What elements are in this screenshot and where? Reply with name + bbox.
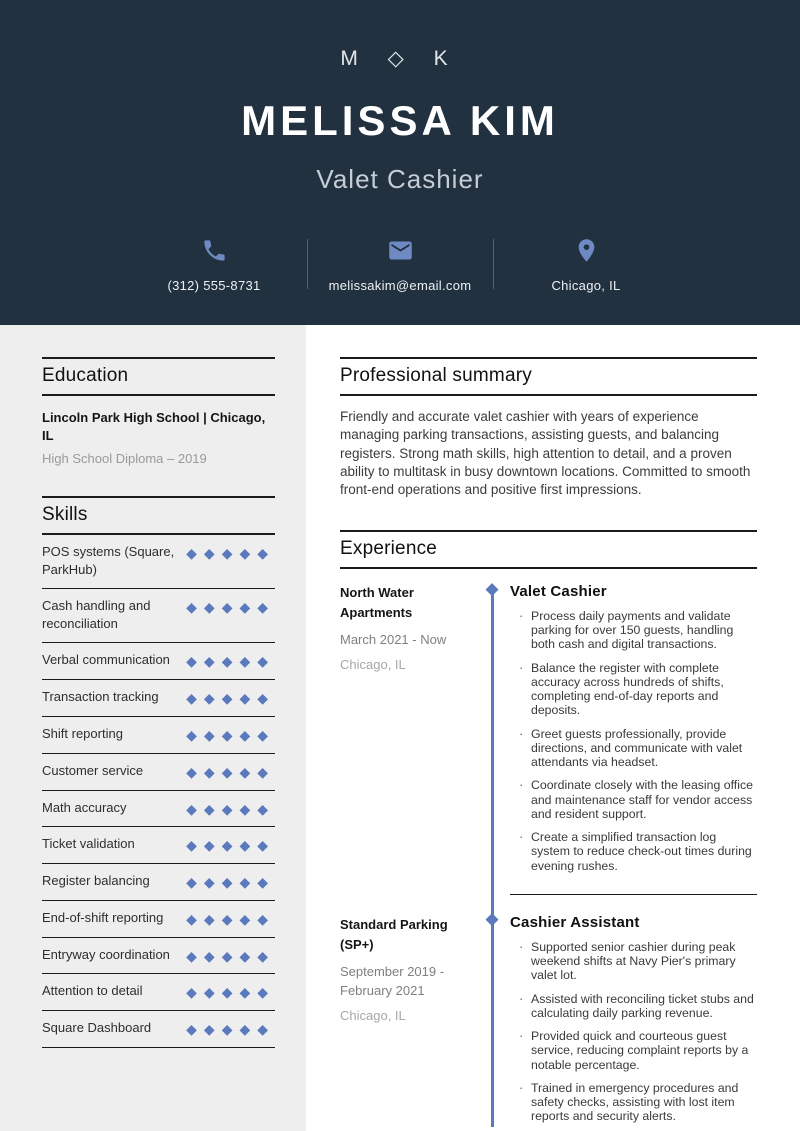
skill-label: Shift reporting [42, 725, 123, 741]
bullet-text: Process daily payments and validate parking for over 150 guests, handling both cash and digital transactions. [531, 608, 734, 652]
sidebar [0, 325, 306, 1131]
timeline-cell [480, 578, 504, 882]
bullet-text: Provided quick and courteous guest service, reducing complaint reports by a notable percentage. [531, 1029, 749, 1072]
job-bullets [510, 940, 757, 1124]
skill-rating-diamond-icons: ◆◆◆◆◆ [186, 1021, 275, 1038]
bullet-text: Trained in emergency procedures and safety checks, assisting with lost item reports and security alerts. [531, 1080, 739, 1124]
skill-row [42, 717, 275, 754]
skill-label: Ticket validation [42, 836, 135, 852]
email-icon [387, 237, 414, 269]
skill-row [42, 791, 275, 828]
skill-rating-diamond-icons: ◆◆◆◆◆ [186, 800, 275, 817]
skill-rating-diamond-icons: ◆◆◆◆◆ [186, 874, 275, 891]
job-details [504, 894, 757, 1131]
contact-bar [0, 237, 800, 295]
skill-row [42, 754, 275, 791]
job-entry [340, 894, 757, 1131]
bullet-text: Supported senior cashier during peak weekend shifts at Navy Pier's primary valet lot. [531, 939, 736, 983]
candidate-name: MELISSA KIM [241, 97, 559, 144]
job-meta [340, 894, 480, 1131]
job-bullet [510, 1029, 757, 1072]
skill-rating-diamond-icons: ◆◆◆◆◆ [186, 763, 275, 780]
skill-row [42, 680, 275, 717]
skill-rating-diamond-icons: ◆◆◆◆◆ [186, 837, 275, 854]
timeline-cell [480, 894, 504, 1131]
timeline-diamond-icon: ◆ [485, 578, 499, 598]
contact-email [308, 237, 493, 295]
skill-label: Register balancing [42, 873, 150, 889]
phone-icon [201, 237, 228, 269]
skill-row [42, 535, 275, 589]
monogram: M ◇ K [340, 47, 460, 70]
job-bullets [510, 609, 757, 873]
skill-row [42, 974, 275, 1011]
skill-label: POS systems (Square, ParkHub) [42, 543, 175, 577]
job-bullet [510, 992, 757, 1021]
location-icon [573, 237, 600, 269]
skill-rating-diamond-icons: ◆◆◆◆◆ [186, 910, 275, 927]
candidate-title: Valet Cashier [316, 164, 484, 194]
job-details [504, 583, 757, 882]
job-dates: March 2021 - Now [340, 632, 447, 648]
skill-row [42, 827, 275, 864]
skill-row [42, 643, 275, 680]
main-column [306, 325, 800, 1131]
header [0, 0, 800, 325]
skills-list [42, 535, 275, 1049]
skill-label: End-of-shift reporting [42, 909, 164, 925]
skill-label: Cash handling and reconciliation [42, 597, 151, 632]
school-name: Lincoln Park High School | Chicago, IL [42, 410, 266, 444]
bullet-text: Create a simplified transaction log system to reduce check-out times during evening rushes. [531, 830, 752, 873]
job-location: Chicago, IL [340, 656, 406, 672]
education-section-title: Education [42, 357, 275, 396]
skill-label: Attention to detail [42, 983, 143, 999]
phone-number: (312) 555-8731 [167, 278, 261, 293]
skill-row [42, 589, 275, 643]
job-dates: September 2019 - February 2021 [340, 964, 445, 998]
skill-label: Math accuracy [42, 799, 127, 815]
skill-label: Entryway coordination [42, 946, 170, 962]
skill-rating-diamond-icons: ◆◆◆◆◆ [186, 598, 275, 615]
bullet-text: Coordinate closely with the leasing office and maintenance staff for vendor access and resident support. [531, 778, 753, 821]
skill-row [42, 938, 275, 975]
job-bullet [510, 830, 757, 873]
body [0, 325, 800, 1131]
skill-row [42, 864, 275, 901]
skill-label: Square Dashboard [42, 1020, 152, 1036]
job-bullet [510, 609, 757, 652]
summary-text: Friendly and accurate valet cashier with years of experience managing parking transactions, assisting guests, and balancing registers. Strong math skills, high attention to detail, and a proven ability to multitask in busy downtown locations. Committed to smooth front-end operations and positive first impressions. [340, 409, 751, 498]
contact-location [494, 237, 679, 295]
company-name: North Water Apartments [340, 584, 414, 620]
skill-rating-diamond-icons: ◆◆◆◆◆ [186, 690, 275, 707]
email-address: melissakim@email.com [328, 278, 472, 293]
skill-label: Verbal communication [42, 652, 170, 668]
job-location: Chicago, IL [340, 1007, 406, 1023]
job-role-title: Cashier Assistant [510, 913, 640, 931]
skill-row [42, 1011, 275, 1048]
experience-section-title: Experience [340, 530, 757, 569]
skill-rating-diamond-icons: ◆◆◆◆◆ [186, 544, 275, 561]
skill-rating-diamond-icons: ◆◆◆◆◆ [186, 984, 275, 1001]
summary-section-title: Professional summary [340, 357, 757, 396]
jobs-list [340, 578, 757, 1131]
skill-rating-diamond-icons: ◆◆◆◆◆ [186, 653, 275, 670]
skills-section-title: Skills [42, 496, 275, 535]
bullet-text: Balance the register with complete accuracy across hundreds of shifts, completing end-of-day reports and deposits. [531, 660, 724, 718]
skill-label: Transaction tracking [42, 689, 159, 705]
company-name: Standard Parking (SP+) [340, 916, 448, 952]
job-entry [340, 578, 757, 882]
skill-rating-diamond-icons: ◆◆◆◆◆ [186, 726, 275, 743]
job-meta [340, 583, 480, 882]
skill-label: Customer service [42, 762, 144, 778]
job-bullet [510, 940, 757, 983]
job-bullet [510, 778, 757, 821]
job-role-title: Valet Cashier [510, 582, 607, 600]
contact-phone [122, 237, 307, 295]
job-bullet [510, 727, 757, 770]
job-bullet [510, 1081, 757, 1124]
timeline-diamond-icon: ◆ [485, 908, 499, 928]
location-text: Chicago, IL [551, 278, 621, 293]
bullet-text: Assisted with reconciling ticket stubs and calculating daily parking revenue. [531, 991, 754, 1020]
job-bullet [510, 661, 757, 718]
skill-rating-diamond-icons: ◆◆◆◆◆ [186, 947, 275, 964]
degree-text: High School Diploma – 2019 [42, 451, 207, 467]
bullet-text: Greet guests professionally, provide directions, and communicate with valet attendants via headset. [531, 726, 743, 770]
skill-row [42, 901, 275, 938]
